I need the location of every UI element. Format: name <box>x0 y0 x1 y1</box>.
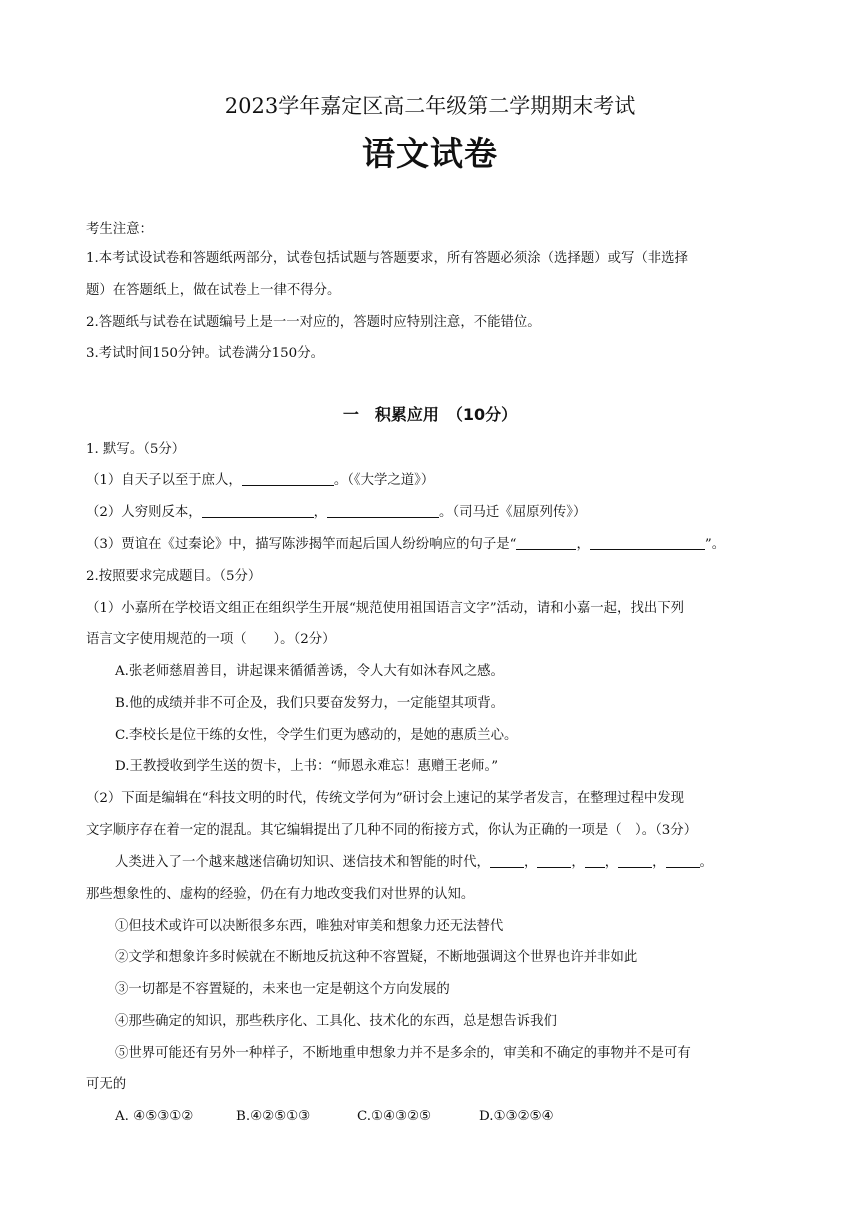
choice-d: D.①③②⑤④ <box>479 1109 554 1124</box>
notice-item-2: 2.答题纸与试卷在试题编号上是一一对应的，答题时应特别注意，不能错位。 <box>86 315 541 330</box>
question-1-item-1: （1）自天子以至于庶人， 。（《大学之道》） <box>86 473 435 488</box>
answer-blank <box>327 505 439 518</box>
sentence-4: ④那些确定的知识，那些秩序化、工具化、技术化的东西，总是想告诉我们 <box>115 1014 557 1029</box>
sentence-3: ③一切都是不容置疑的，未来也一定是朝这个方向发展的 <box>115 982 450 997</box>
passage-line-2: 那些想象性的、虚构的经验，仍在有力地改变我们对世界的认知。 <box>86 887 475 902</box>
sentence-5-line-1: ⑤世界可能还有另外一种样子，不断地重申想象力并不是多余的，审美和不确定的事物并不是可有 <box>115 1046 691 1061</box>
question-1-item-2: （2）人穷则反本， ， 。（司马迁《屈原列传》） <box>86 505 587 520</box>
answer-blank <box>490 855 524 868</box>
answer-blank <box>202 505 314 518</box>
answer-blank <box>666 855 700 868</box>
notice-item-3: 3.考试时间150分钟。试卷满分150分。 <box>86 346 324 361</box>
passage-line-1: 人类进入了一个越来越迷信确切知识、迷信技术和智能的时代， ， ， ， ， 。 <box>115 855 713 870</box>
choice-a: A. ④⑤③①② <box>115 1109 194 1124</box>
answer-blank <box>537 855 571 868</box>
option-b: B.他的成绩并非不可企及，我们只要奋发努力，一定能望其项背。 <box>115 696 505 711</box>
question-2-part-1-line-2: 语言文字使用规范的一项（ ）。（2分） <box>86 632 336 647</box>
answer-blank <box>516 537 576 550</box>
notice-heading: 考生注意： <box>86 222 153 237</box>
exam-title: 2023学年嘉定区高二年级第二学期期末考试 <box>224 94 636 118</box>
option-a: A.张老师慈眉善目，讲起课来循循善诱，令人大有如沐春风之感。 <box>115 664 504 679</box>
question-1-item-3: （3）贾谊在《过秦论》中，描写陈涉揭竿而起后国人纷纷响应的句子是“ ， ”。 <box>86 537 726 552</box>
answer-blank <box>242 473 334 486</box>
question-1-stem: 1. 默写。（5分） <box>86 442 186 457</box>
sentence-1: ①但技术或许可以决断很多东西，唯独对审美和想象力还无法替代 <box>115 919 504 934</box>
option-c: C.李校长是位干练的女性，令学生们更为感动的，是她的惠质兰心。 <box>115 728 518 743</box>
choice-c: C.①④③②⑤ <box>357 1109 432 1124</box>
answer-blank <box>590 537 705 550</box>
sentence-2: ②文学和想象许多时候就在不断地反抗这种不容置疑，不断地强调这个世界也许并非如此 <box>115 950 638 965</box>
question-2-part-2-line-1: （2）下面是编辑在“科技文明的时代，传统文学何为”研讨会上速记的某学者发言，在整理过程中发现 <box>86 791 685 806</box>
choice-b: B.④②⑤①③ <box>236 1109 311 1124</box>
option-d: D.王教授收到学生送的贺卡，上书：“师恩永难忘！惠赠王老师。” <box>115 759 499 774</box>
notice-item-1-line-2: 题）在答题纸上，做在试卷上一律不得分。 <box>86 283 341 298</box>
section-title: 一 积累应用 （10分） <box>342 405 518 424</box>
exam-subtitle: 语文试卷 <box>362 134 498 173</box>
question-2-part-2-line-2: 文字顺序存在着一定的混乱。其它编辑提出了几种不同的衔接方式，你认为正确的一项是（ ）。（3分） <box>86 823 698 838</box>
answer-blank <box>585 855 605 868</box>
question-2-stem: 2.按照要求完成题目。（5分） <box>86 569 262 584</box>
question-2-part-1-line-1: （1）小嘉所在学校语文组正在组织学生开展“规范使用祖国语言文字”活动，请和小嘉一起，找出下列 <box>86 601 685 616</box>
answer-blank <box>618 855 652 868</box>
sentence-5-line-2: 可无的 <box>86 1077 127 1092</box>
notice-item-1-line-1: 1.本考试设试卷和答题纸两部分，试卷包括试题与答题要求，所有答题必须涂（选择题）或写（非选择 <box>86 251 688 266</box>
